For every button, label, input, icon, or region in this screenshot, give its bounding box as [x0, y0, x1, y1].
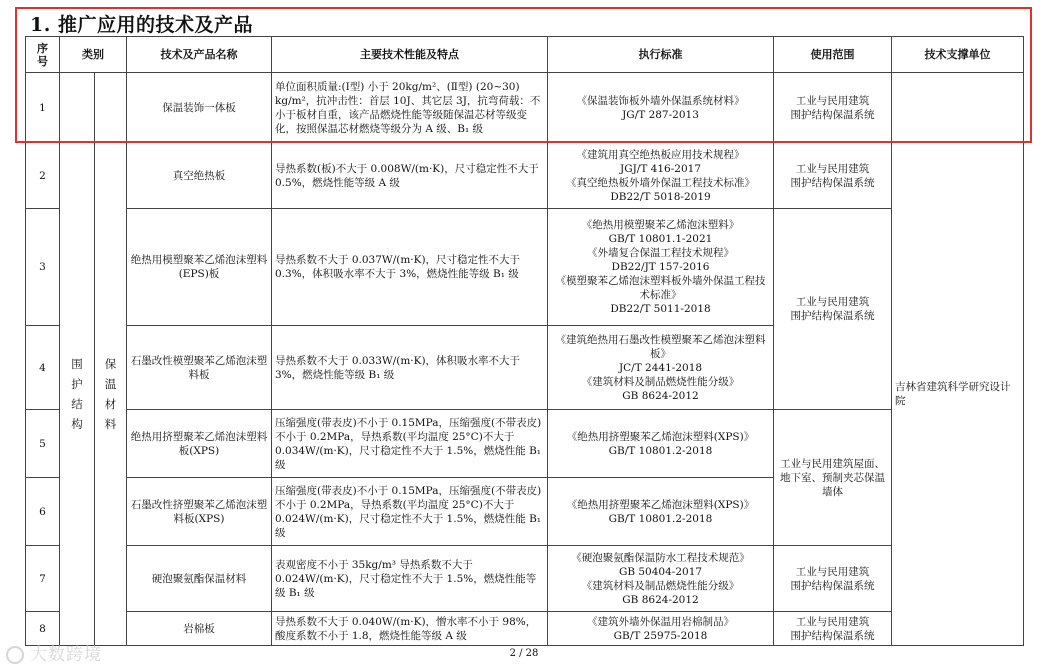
- header-standard: 执行标准: [548, 37, 774, 73]
- section-title: 1. 推广应用的技术及产品: [30, 14, 253, 36]
- header-support: 技术支撑单位: [892, 37, 1024, 73]
- product-name: 真空绝热板: [127, 143, 272, 209]
- watermark-logo-icon: [6, 646, 24, 664]
- table-header-row: [26, 37, 1024, 73]
- standard-text: 《保温装饰板外墙外保温系统材料》 JG/T 287-2013: [548, 73, 774, 143]
- category-material: 保 温 材 料: [95, 143, 127, 646]
- table-row: [26, 143, 1024, 209]
- standard-text: 《绝热用挤塑聚苯乙烯泡沫塑料(XPS)》 GB/T 10801.2-2018: [548, 410, 774, 478]
- performance-text: 单位面积质量:(Ⅰ型) 小于 20kg/m²、(Ⅱ型) (20~30) kg/m²，抗冲击性：首层 10J、其它层 3J，抗弯荷载：不小于板材自重，该产品燃烧性能等级随保温芯材等级变化，按照保温芯材燃烧等级分为 A 级、B₁ 级: [272, 73, 548, 143]
- product-name: 石墨改性模塑聚苯乙烯泡沫塑料板: [127, 326, 272, 410]
- product-name: 保温装饰一体板: [127, 73, 272, 143]
- product-name: 硬泡聚氨酯保温材料: [127, 546, 272, 612]
- header-scope: 使用范围: [774, 37, 892, 73]
- header-category: 类别: [60, 37, 127, 73]
- row-seq: 2: [26, 143, 60, 209]
- table-row: [26, 546, 1024, 612]
- standard-text: 《建筑绝热用石墨改性模塑聚苯乙烯泡沫塑料板》 JC/T 2441-2018 《建筑材料及制品燃烧性能分级》 GB 8624-2012: [548, 326, 774, 410]
- performance-text: 表观密度不小于 35kg/m³ 导热系数不大于 0.024W/(m·K)，尺寸稳定性不大于 1.5%，燃烧性能等级 B₁ 级: [272, 546, 548, 612]
- table-row: [26, 209, 1024, 326]
- performance-text: 导热系数不大于 0.033W/(m·K)，体积吸水率不大于 3%，燃烧性能等级 B₁ 级: [272, 326, 548, 410]
- table-row: [26, 73, 1024, 143]
- category-structure: 围 护 结 构: [60, 143, 95, 646]
- scope-text: 工业与民用建筑 围护结构保温系统: [774, 143, 892, 209]
- technology-table: [25, 36, 1024, 646]
- scope-text: 工业与民用建筑 围护结构保温系统: [774, 73, 892, 143]
- row-seq: 4: [26, 326, 60, 410]
- support-unit: 吉林省建筑科学研究设计院: [892, 143, 1024, 646]
- row-seq: 8: [26, 612, 60, 646]
- product-name: 石墨改性挤塑聚苯乙烯泡沫塑料板(XPS): [127, 478, 272, 546]
- row-seq: 6: [26, 478, 60, 546]
- watermark: [6, 640, 102, 665]
- scope-text: 工业与民用建筑 围护结构保温系统: [774, 546, 892, 612]
- product-name: 绝热用模塑聚苯乙烯泡沫塑料(EPS)板: [127, 209, 272, 326]
- support-cell-empty: [892, 73, 1024, 143]
- scope-text: 工业与民用建筑屋面、地下室、预制夹芯保温墙体: [774, 410, 892, 546]
- page-number: 2 / 28: [509, 648, 539, 659]
- product-name: 岩棉板: [127, 612, 272, 646]
- row-seq: 3: [26, 209, 60, 326]
- header-seq: 序 号: [26, 37, 60, 73]
- category-cell-empty: [95, 73, 127, 143]
- category-cell-empty: [60, 73, 95, 143]
- row-seq: 1: [26, 73, 60, 143]
- performance-text: 导热系数不大于 0.040W/(m·K)，憎水率不小于 98%，酸度系数不小于 1.8，燃烧性能等级 A 级: [272, 612, 548, 646]
- scope-text: 工业与民用建筑 围护结构保温系统: [774, 612, 892, 646]
- row-seq: 5: [26, 410, 60, 478]
- performance-text: 压缩强度(带表皮)不小于 0.15MPa，压缩强度(不带表皮)不小于 0.2MPa，导热系数(平均温度 25°C)不大于 0.024W/(m·K)，尺寸稳定性不大于 1.5%，燃烧性能 B₁ 级: [272, 478, 548, 546]
- product-name: 绝热用挤塑聚苯乙烯泡沫塑料板(XPS): [127, 410, 272, 478]
- standard-text: 《绝热用模塑聚苯乙烯泡沫塑料》 GB/T 10801.1-2021 《外墙复合保温工程技术规程》 DB22/JT 157-2016 《模塑聚苯乙烯泡沫塑料板外墙外保温工程技术标准》 DB22/T 5011-2018: [548, 209, 774, 326]
- table-row: [26, 410, 1024, 478]
- table-row: [26, 612, 1024, 646]
- header-performance: 主要技术性能及特点: [272, 37, 548, 73]
- watermark-text: 大数跨境: [30, 645, 102, 665]
- performance-text: 压缩强度(带表皮)不小于 0.15MPa，压缩强度(不带表皮)不小于 0.2MPa，导热系数(平均温度 25°C)不大于 0.034W/(m·K)，尺寸稳定性不大于 1.5%，燃烧性能 B₁ 级: [272, 410, 548, 478]
- standard-text: 《绝热用挤塑聚苯乙烯泡沫塑料(XPS)》 GB/T 10801.2-2018: [548, 478, 774, 546]
- standard-text: 《建筑外墙外保温用岩棉制品》 GB/T 25975-2018: [548, 612, 774, 646]
- scope-text: 工业与民用建筑 围护结构保温系统: [774, 209, 892, 410]
- row-seq: 7: [26, 546, 60, 612]
- performance-text: 导热系数(板)不大于 0.008W/(m·K)，尺寸稳定性不大于 0.5%，燃烧性能等级 A 级: [272, 143, 548, 209]
- standard-text: 《硬泡聚氨酯保温防水工程技术规范》 GB 50404-2017 《建筑材料及制品燃烧性能分级》 GB 8624-2012: [548, 546, 774, 612]
- standard-text: 《建筑用真空绝热板应用技术规程》 JGJ/T 416-2017 《真空绝热板外墙外保温工程技术标准》 DB22/T 5018-2019: [548, 143, 774, 209]
- header-name: 技术及产品名称: [127, 37, 272, 73]
- performance-text: 导热系数不大于 0.037W/(m·K)，尺寸稳定性不大于 0.3%，体积吸水率不大于 3%，燃烧性能等级 B₁ 级: [272, 209, 548, 326]
